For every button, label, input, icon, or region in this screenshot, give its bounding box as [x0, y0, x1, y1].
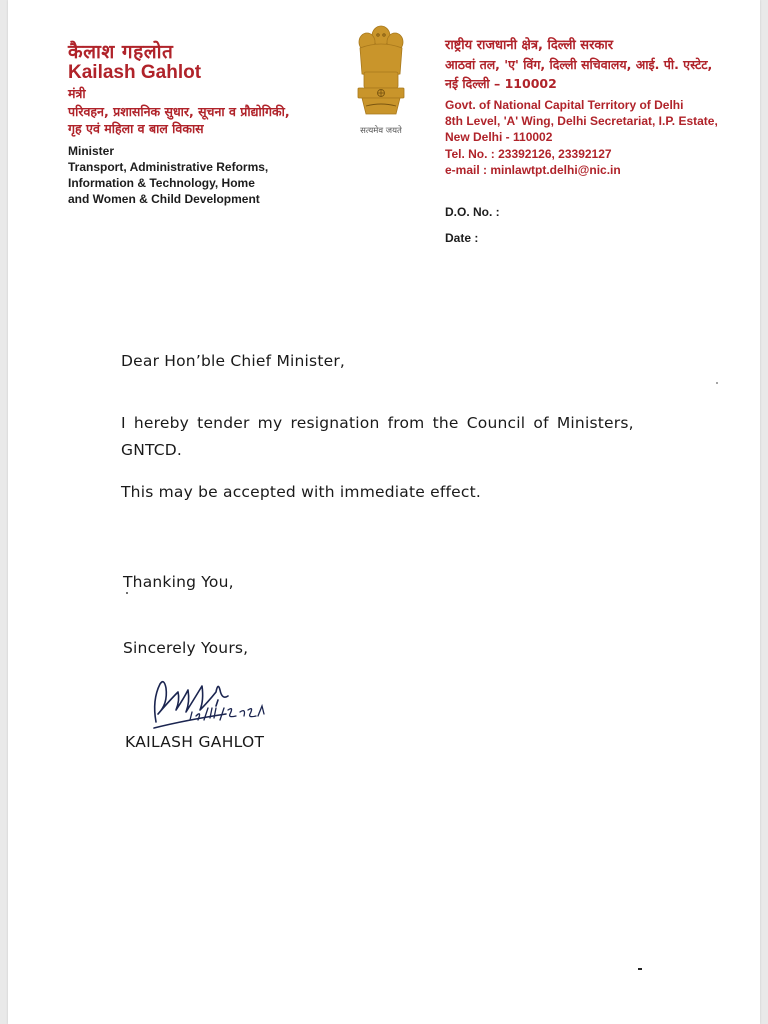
address-english-line2: New Delhi - 110002	[445, 130, 553, 144]
minister-name-english: Kailash Gahlot	[68, 62, 202, 83]
national-emblem	[350, 22, 412, 134]
designation-hindi: मंत्री	[68, 86, 86, 101]
do-number-label: D.O. No. :	[445, 205, 500, 219]
date-label: Date :	[445, 231, 479, 245]
scan-speck	[126, 592, 128, 594]
national-emblem-icon	[350, 22, 412, 122]
govt-name-english: Govt. of National Capital Territory of Delhi	[445, 98, 684, 112]
signatory-name: KAILASH GAHLOT	[125, 733, 265, 751]
salutation: Dear Hon’ble Chief Minister,	[121, 352, 346, 370]
phone-numbers: Tel. No. : 23392126, 23392127	[445, 147, 612, 161]
address-english-line1: 8th Level, 'A' Wing, Delhi Secretariat, I.P. Estate,	[445, 114, 718, 128]
scan-speck	[638, 968, 642, 970]
email-address: e-mail : minlawtpt.delhi@nic.in	[445, 163, 621, 177]
portfolio-english-line1: Transport, Administrative Reforms,	[68, 160, 269, 174]
paragraph1-line1: I hereby tender my resignation from the Council of Ministers,	[121, 414, 634, 432]
handwritten-signature	[146, 670, 296, 740]
address-hindi-line2: नई दिल्ली – 110002	[445, 76, 557, 91]
designation-english: Minister	[68, 144, 115, 158]
portfolio-hindi-line1: परिवहन, प्रशासनिक सुधार, सूचना व प्रौद्योगिकी,	[68, 104, 290, 119]
thanking-line: Thanking You,	[123, 573, 234, 591]
portfolio-hindi-line2: गृह एवं महिला व बाल विकास	[68, 121, 204, 136]
paragraph2: This may be accepted with immediate effect.	[121, 483, 482, 501]
emblem-motto: सत्यमेव जयते	[360, 126, 402, 136]
address-hindi-line1: आठवां तल, 'ए' विंग, दिल्ली सचिवालय, आई. पी. एस्टेट,	[445, 57, 713, 72]
minister-name-hindi: कैलाश गहलोत	[68, 41, 174, 63]
letter-page	[8, 0, 760, 1024]
scan-speck	[716, 382, 718, 384]
portfolio-english-line2: Information & Technology, Home	[68, 176, 255, 190]
portfolio-english-line3: and Women & Child Development	[68, 192, 260, 206]
govt-name-hindi: राष्ट्रीय राजधानी क्षेत्र, दिल्ली सरकार	[445, 38, 614, 53]
paragraph1-line2: GNTCD.	[121, 441, 183, 459]
closing-line: Sincerely Yours,	[123, 639, 249, 657]
